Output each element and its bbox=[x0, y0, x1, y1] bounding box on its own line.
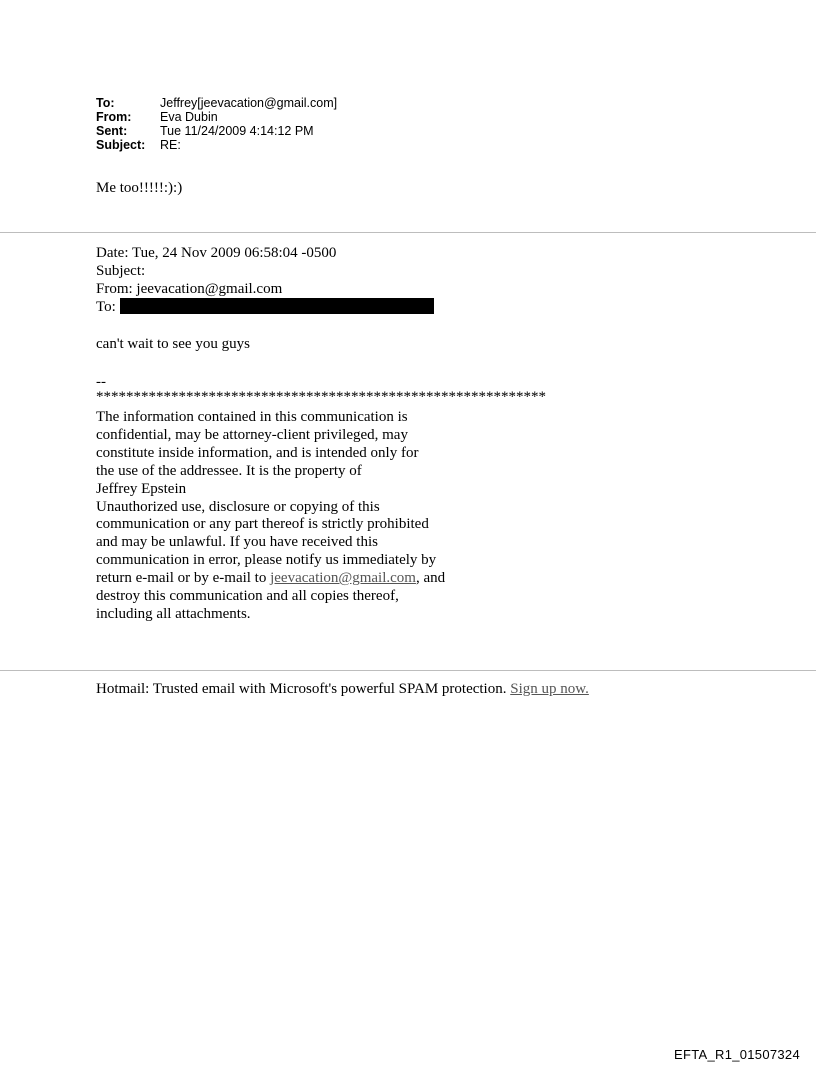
divider-top bbox=[0, 232, 816, 233]
divider-bottom bbox=[0, 670, 816, 671]
reply-body: Me too!!!!!:):) bbox=[96, 180, 183, 196]
quoted-to-label: To: bbox=[96, 299, 116, 315]
disclaimer-line: communication in error, please notify us immediately by bbox=[96, 552, 437, 569]
disclaimer-line: confidential, may be attorney-client privileged, may bbox=[96, 426, 408, 443]
disclaimer-suffix: , and bbox=[415, 570, 446, 587]
quoted-subject: Subject: bbox=[96, 263, 146, 279]
from-label: From: bbox=[96, 110, 132, 124]
disclaimer-line: communication or any part thereof is strictly prohibited bbox=[96, 516, 429, 533]
subject-value: RE: bbox=[160, 138, 181, 152]
quoted-from: From: jeevacation@gmail.com bbox=[96, 281, 283, 297]
from-value: Eva Dubin bbox=[160, 110, 218, 124]
quoted-to-row bbox=[96, 298, 434, 316]
redaction-bar bbox=[120, 298, 434, 314]
disclaimer-line: including all attachments. bbox=[96, 605, 251, 622]
sent-value: Tue 11/24/2009 4:14:12 PM bbox=[160, 124, 314, 138]
hotmail-text: Hotmail: Trusted email with Microsoft's powerful SPAM protection. bbox=[96, 681, 511, 697]
to-value: Jeffrey[jeevacation@gmail.com] bbox=[160, 96, 338, 110]
sent-label: Sent: bbox=[96, 124, 128, 138]
header-from-row bbox=[96, 110, 337, 124]
disclaimer-prefix: return e-mail or by e-mail to bbox=[96, 570, 271, 587]
email-header bbox=[96, 96, 337, 152]
to-label: To: bbox=[96, 96, 115, 110]
disclaimer-line: destroy this communication and all copies thereof, bbox=[96, 588, 399, 605]
quoted-body: can't wait to see you guys bbox=[96, 336, 250, 352]
subject-label: Subject: bbox=[96, 138, 146, 152]
disclaimer-line: and may be unlawful. If you have received this bbox=[96, 534, 378, 551]
hotmail-promo bbox=[96, 681, 589, 698]
disclaimer-line: Jeffrey Epstein bbox=[96, 480, 187, 497]
disclaimer-line: Unauthorized use, disclosure or copying of this bbox=[96, 498, 380, 515]
signature-stars: ************************************************************ bbox=[96, 389, 546, 405]
sign-up-link[interactable]: Sign up now. bbox=[510, 681, 589, 697]
confidentiality-disclaimer bbox=[96, 409, 445, 624]
header-sent-row bbox=[96, 124, 337, 138]
quoted-message bbox=[96, 244, 434, 316]
quoted-date: Date: Tue, 24 Nov 2009 06:58:04 -0500 bbox=[96, 245, 337, 261]
header-subject-row bbox=[96, 138, 337, 152]
disclaimer-line: constitute inside information, and is intended only for bbox=[96, 444, 419, 461]
signature-dashes: -- bbox=[96, 374, 106, 390]
email-link[interactable]: jeevacation@gmail.com bbox=[270, 570, 416, 587]
header-to-row bbox=[96, 96, 337, 110]
disclaimer-line-with-link bbox=[96, 570, 445, 588]
document-id: EFTA_R1_01507324 bbox=[674, 1047, 800, 1062]
disclaimer-line: the use of the addressee. It is the property of bbox=[96, 462, 362, 479]
disclaimer-line: The information contained in this communication is bbox=[96, 409, 408, 425]
